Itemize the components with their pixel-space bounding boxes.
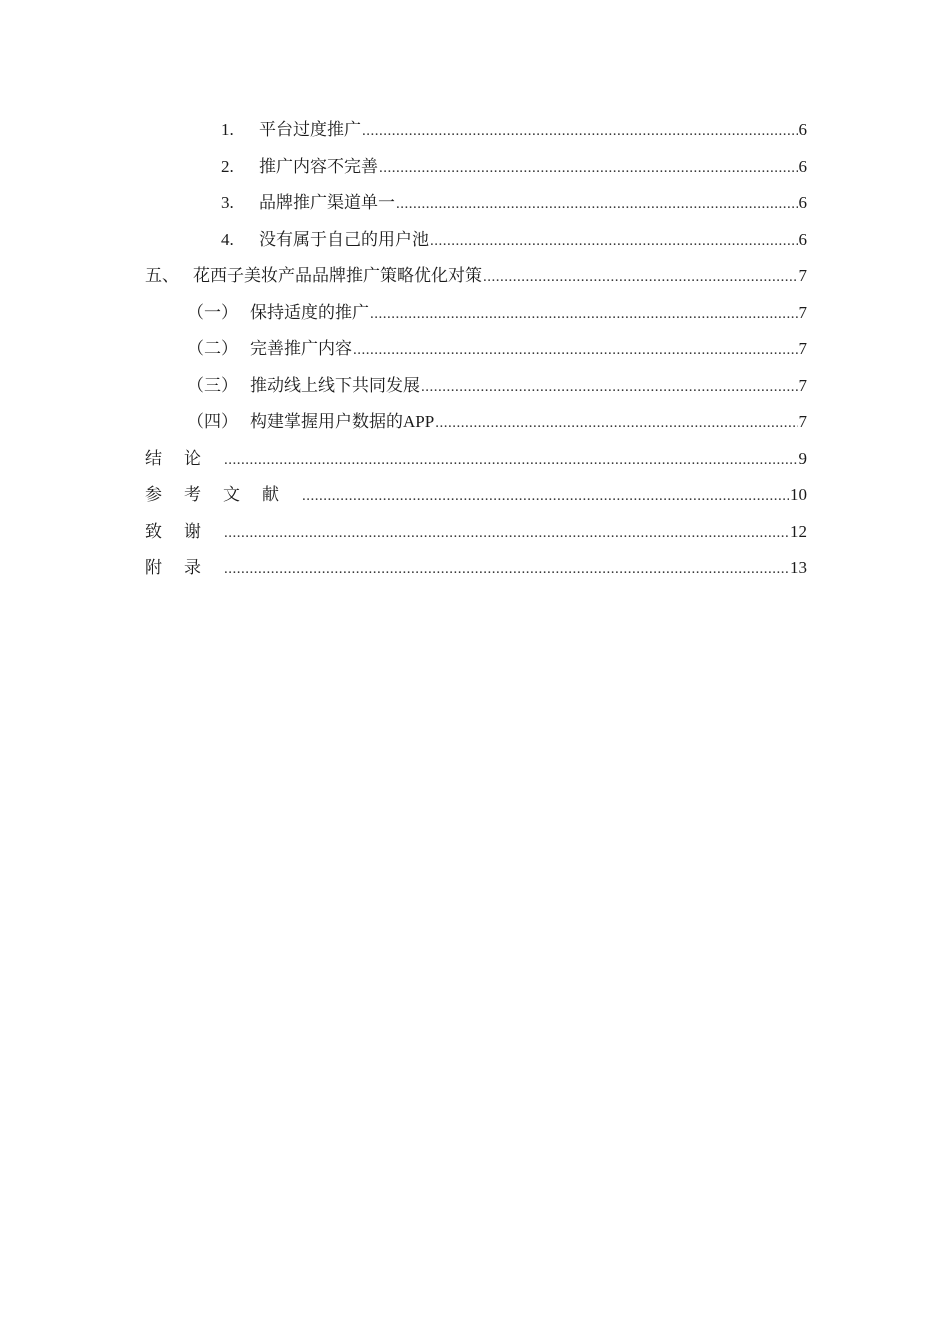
toc-dot-leader bbox=[370, 296, 798, 333]
toc-entry-page: 12 bbox=[790, 521, 807, 541]
toc-entry-title: 平台过度推广 bbox=[259, 120, 361, 139]
toc-entry[interactable] bbox=[145, 258, 807, 295]
toc-entry-number: （三） bbox=[187, 375, 238, 395]
toc-dot-leader bbox=[224, 515, 789, 552]
toc-entry-page: 7 bbox=[798, 412, 807, 431]
toc-entry-number: 3. bbox=[221, 193, 234, 212]
toc-entry[interactable] bbox=[145, 185, 807, 222]
toc-entry-page: 10 bbox=[790, 485, 807, 504]
toc-entry-number: （二） bbox=[187, 339, 238, 358]
toc-entry[interactable] bbox=[145, 331, 807, 368]
toc-entry-page: 6 bbox=[798, 229, 807, 249]
toc-entry[interactable] bbox=[145, 477, 807, 514]
toc-dot-leader bbox=[430, 223, 798, 260]
toc-entry[interactable] bbox=[145, 112, 807, 149]
toc-entry[interactable] bbox=[145, 222, 807, 259]
toc-entry-page: 7 bbox=[798, 375, 807, 395]
toc-entry-title: 结论 bbox=[145, 448, 223, 468]
toc-entry-page: 6 bbox=[798, 120, 807, 139]
toc-dot-leader bbox=[435, 405, 797, 442]
toc-entry-page: 7 bbox=[798, 339, 807, 358]
toc-entry-page: 13 bbox=[790, 558, 807, 577]
toc-entry-page: 6 bbox=[798, 193, 807, 212]
toc-entry-title: 附录 bbox=[145, 558, 223, 577]
toc-entry-number: （四） bbox=[187, 412, 238, 431]
toc-entry-title: 参考文献 bbox=[145, 485, 301, 504]
toc-dot-leader bbox=[362, 113, 798, 150]
toc-entry-number: 4. bbox=[221, 229, 234, 249]
toc-entry[interactable] bbox=[145, 514, 807, 551]
toc-dot-leader bbox=[302, 478, 789, 515]
toc-entry-title: 致谢 bbox=[145, 521, 223, 541]
toc-entry[interactable] bbox=[145, 404, 807, 441]
table-of-contents bbox=[145, 112, 807, 587]
toc-entry[interactable] bbox=[145, 550, 807, 587]
toc-entry[interactable] bbox=[145, 368, 807, 405]
toc-dot-leader bbox=[353, 332, 798, 369]
toc-entry-title: 推动线上线下共同发展 bbox=[250, 375, 420, 395]
toc-entry-number: （一） bbox=[187, 302, 238, 322]
toc-dot-leader bbox=[224, 551, 789, 588]
toc-entry-title: 花西子美妆产品品牌推广策略优化对策 bbox=[193, 266, 482, 285]
toc-entry-title: 品牌推广渠道单一 bbox=[259, 193, 395, 212]
toc-entry-page: 7 bbox=[798, 266, 807, 285]
toc-dot-leader bbox=[224, 442, 798, 479]
toc-entry[interactable] bbox=[145, 441, 807, 478]
toc-entry-title: 构建掌握用户数据的APP bbox=[250, 412, 435, 431]
toc-entry-title: 完善推广内容 bbox=[250, 339, 352, 358]
toc-entry-title: 保持适度的推广 bbox=[250, 302, 369, 322]
toc-entry-page: 9 bbox=[798, 448, 807, 468]
toc-entry[interactable] bbox=[145, 295, 807, 332]
toc-entry-number: 1. bbox=[221, 120, 234, 139]
toc-dot-leader bbox=[483, 259, 798, 296]
toc-dot-leader bbox=[421, 369, 798, 406]
toc-dot-leader bbox=[379, 150, 798, 187]
toc-entry-title: 没有属于自己的用户池 bbox=[259, 229, 429, 249]
toc-entry-title: 推广内容不完善 bbox=[259, 156, 378, 176]
toc-entry-number: 五、 bbox=[145, 266, 179, 285]
toc-entry[interactable] bbox=[145, 149, 807, 186]
toc-entry-number: 2. bbox=[221, 156, 234, 176]
toc-entry-page: 6 bbox=[798, 156, 807, 176]
toc-entry-page: 7 bbox=[798, 302, 807, 322]
toc-dot-leader bbox=[396, 186, 798, 223]
